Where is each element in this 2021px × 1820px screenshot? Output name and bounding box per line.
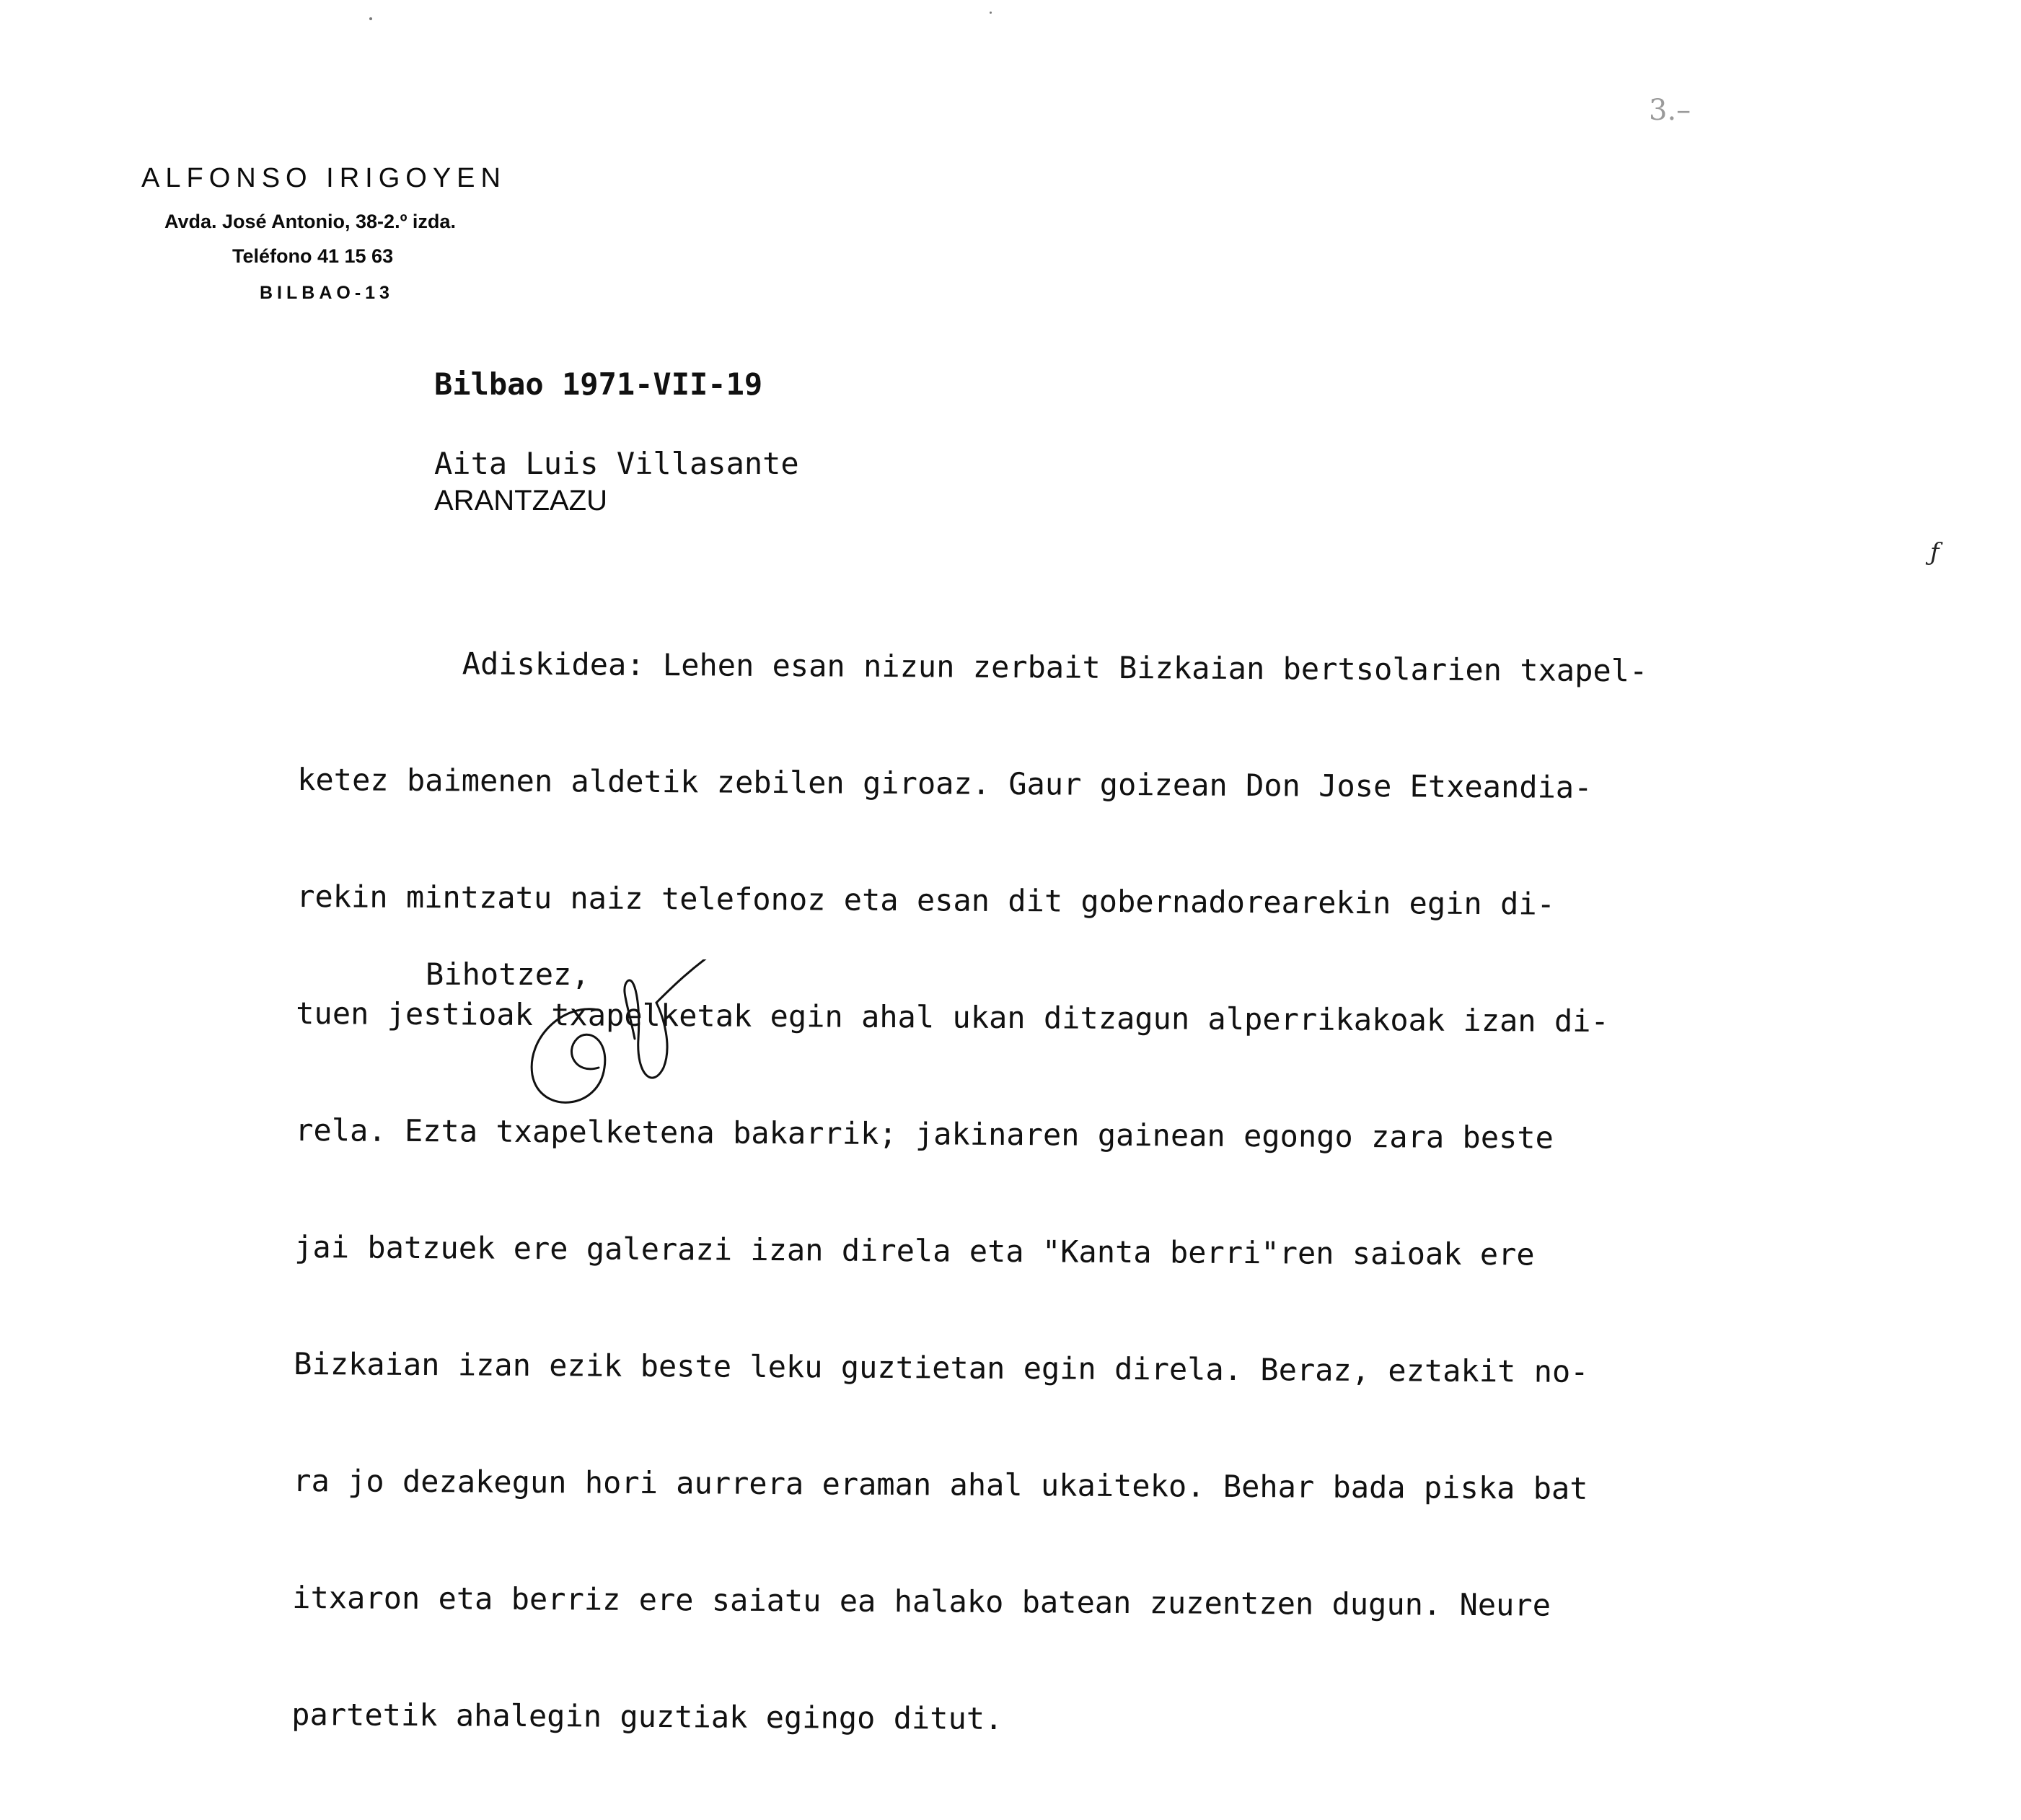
body-line: rekin mintzatu naiz telefonoz eta esan dit gobernadorearekin egin di- xyxy=(296,878,1556,922)
letterhead-address: Avda. José Antonio, 38-2.º izda. xyxy=(164,211,456,232)
closing-salutation: Bihotzez, xyxy=(426,957,590,992)
body-line: rela. Ezta txapelketena bakarrik; jakinaren gainean egongo zara beste xyxy=(295,1112,1554,1156)
body-line: ra jo dezakegun hori aurrera eraman ahal ukaiteko. Behar bada piska bat xyxy=(293,1462,1588,1506)
recipient-place: ARANTZAZU xyxy=(434,485,607,516)
body-line: itxaron eta berriz ere saiatu ea halako batean zuzentzen dugun. Neure xyxy=(292,1579,1551,1623)
margin-mark: ƒ xyxy=(1930,538,1939,567)
body-line: Bizkaian izan ezik beste leku guztietan egin direla. Beraz, eztakit no- xyxy=(294,1345,1589,1389)
corner-annotation: 3.– xyxy=(1649,94,1691,127)
body-line: tuen jestioak txapelketak egin ahal ukan ditzagun alperrikakoak izan di- xyxy=(296,995,1609,1039)
body-line: partetik ahalegin guztiak egingo ditut. xyxy=(291,1696,1003,1736)
letterhead-name: ALFONSO IRIGOYEN xyxy=(141,163,506,193)
letter-date: Bilbao 1971-VII-19 xyxy=(434,366,763,402)
paper-speck xyxy=(369,17,372,20)
letter-body xyxy=(291,566,1648,1820)
recipient-name: Aita Luis Villasante xyxy=(434,446,799,481)
body-line: Adiskidea: Lehen esan nizun zerbait Bizkaian bertsolarien txapel- xyxy=(298,644,1648,689)
letterhead-city: BILBAO-13 xyxy=(260,283,394,303)
paper-speck xyxy=(990,12,992,14)
body-line: jai batzuek ere galerazi izan direla eta "Kanta berri"ren saioak ere xyxy=(294,1228,1535,1272)
handwritten-signature xyxy=(519,959,750,1125)
body-line: ketez baimenen aldetik zebilen giroaz. Gaur goizean Don Jose Etxeandia- xyxy=(297,761,1593,805)
letterhead-phone: Teléfono 41 15 63 xyxy=(232,245,394,267)
